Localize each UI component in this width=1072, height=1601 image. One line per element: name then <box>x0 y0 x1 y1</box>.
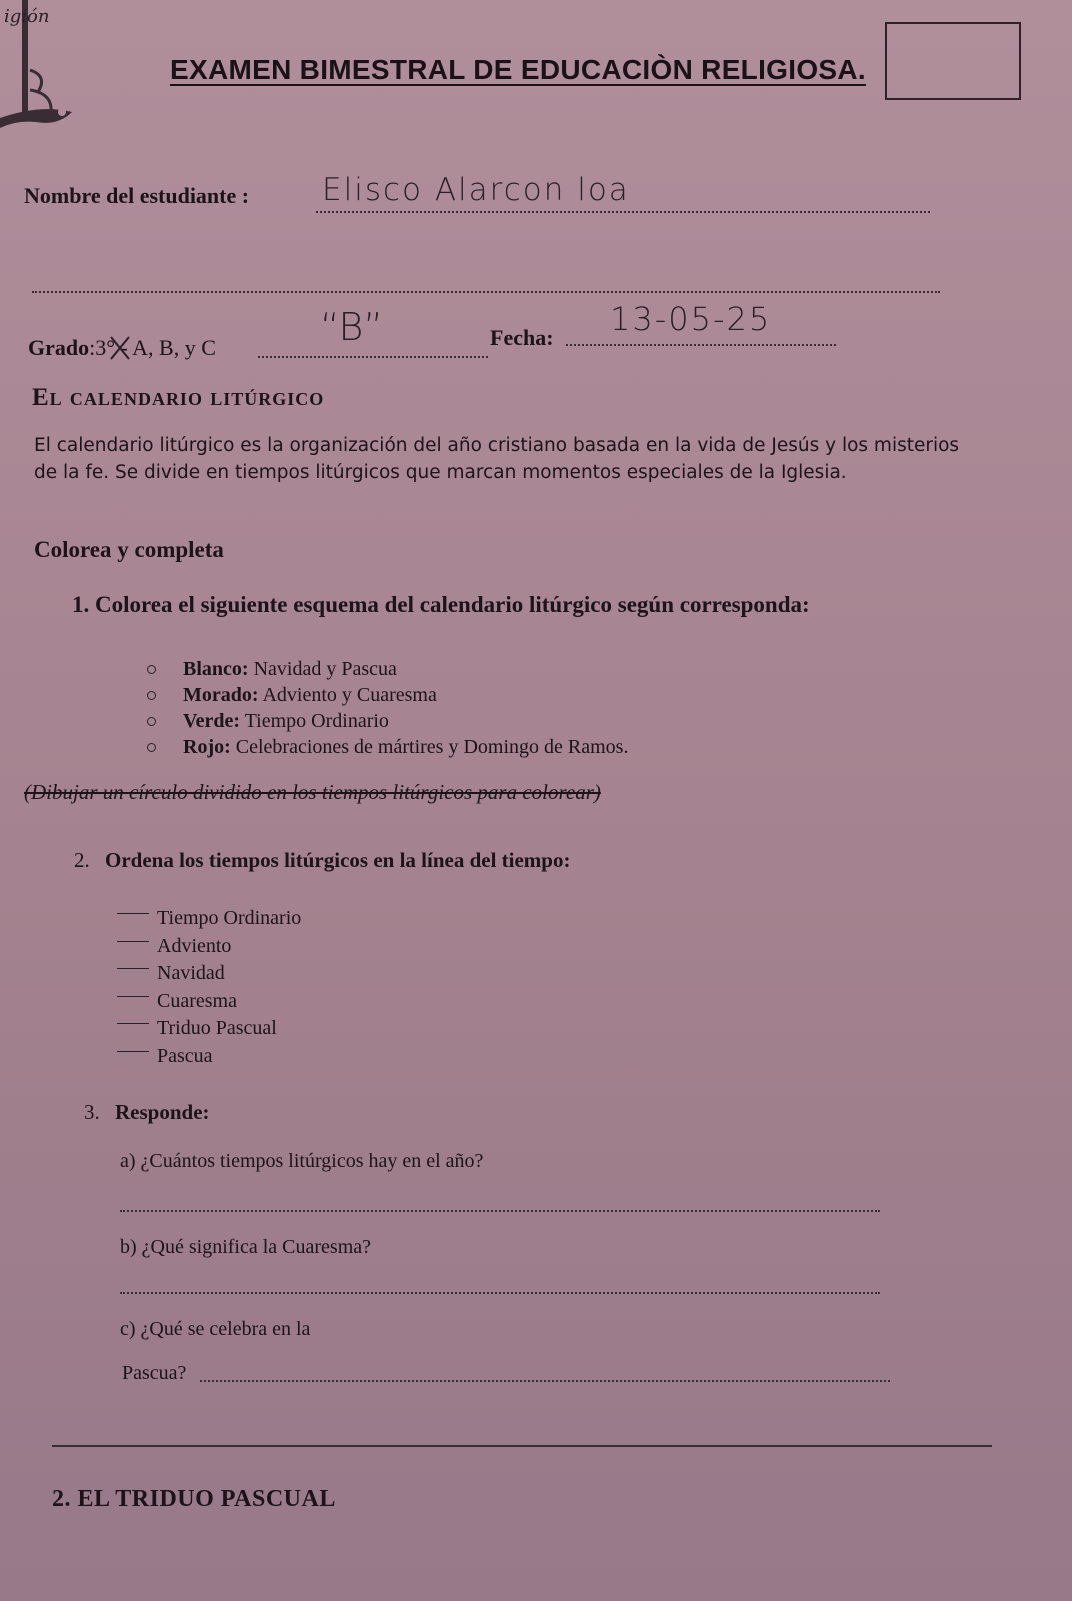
answer-blank[interactable] <box>117 941 149 942</box>
color-desc: Navidad y Pascua <box>253 658 397 680</box>
answer-line-a[interactable] <box>120 1210 880 1212</box>
order-item-label: Triduo Pascual <box>157 1017 277 1039</box>
answer-blank[interactable] <box>117 913 149 914</box>
question-3-number: 3. <box>84 1100 100 1124</box>
answer-line-c[interactable] <box>200 1380 890 1382</box>
exam-title: EXAMEN BIMESTRAL DE EDUCACIÒN RELIGIOSA. <box>170 54 866 85</box>
section-2-heading: 2. EL TRIDUO PASCUAL <box>52 1486 336 1512</box>
score-box <box>885 22 1021 100</box>
color-list <box>145 656 628 760</box>
list-item <box>117 1015 301 1043</box>
question-3-text: Responde: <box>115 1100 210 1124</box>
question-2 <box>74 848 570 873</box>
question-3 <box>84 1100 210 1125</box>
date-line <box>566 344 836 346</box>
list-item <box>145 708 628 734</box>
list-item <box>117 1043 301 1071</box>
question-2-number: 2. <box>74 848 90 872</box>
answer-blank[interactable] <box>117 1051 149 1052</box>
answer-blank[interactable] <box>117 968 149 969</box>
question-2-text: Ordena los tiempos litúrgicos en la línea del tiempo: <box>105 848 571 872</box>
color-name: Morado: <box>183 684 259 706</box>
question-3c: c) ¿Qué se celebra en la <box>120 1318 311 1340</box>
name-line <box>316 211 930 213</box>
grade-label: Grado <box>28 335 90 360</box>
order-item-label: Navidad <box>157 962 225 984</box>
instruction-note: (Dibujar un círculo dividido en los tiempos litúrgicos para colorear) <box>24 780 601 804</box>
date-handwritten: 13-05-25 <box>610 300 772 338</box>
subheading: Colorea y completa <box>34 537 224 562</box>
intro-paragraph: El calendario litúrgico es la organización del año cristiano basada en la vida de Jesús y los misterios de la fe. Se divide en tiempos litúrgicos que marcan momentos especiales de la Iglesia. <box>34 435 960 483</box>
date-label: Fecha: <box>490 325 554 350</box>
name-label: Nombre del estudiante : <box>24 183 250 208</box>
order-item-label: Pascua <box>157 1044 213 1067</box>
answer-blank[interactable] <box>117 996 149 997</box>
list-item <box>117 933 301 961</box>
list-item <box>145 734 628 760</box>
color-desc: Tiempo Ordinario <box>244 710 389 732</box>
color-name: Verde: <box>183 710 241 732</box>
cross-mark-icon <box>108 334 132 362</box>
color-name: Rojo: <box>183 736 231 758</box>
corner-text: igión <box>4 6 50 27</box>
grade-options: :3° - A, B, y C <box>89 335 216 360</box>
question-3b: b) ¿Qué significa la Cuaresma? <box>120 1236 372 1258</box>
question-1 <box>72 588 852 622</box>
color-desc: Adviento y Cuaresma <box>262 684 437 706</box>
order-list <box>117 905 301 1070</box>
grade-line <box>258 356 488 358</box>
list-item <box>117 960 301 988</box>
answer-line-b[interactable] <box>120 1292 880 1294</box>
list-item <box>117 905 301 933</box>
name-line-2 <box>32 291 940 293</box>
question-3a: a) ¿Cuántos tiempos litúrgicos hay en el año? <box>120 1150 484 1172</box>
name-handwritten: Elisco Alarcon loa <box>322 172 630 208</box>
list-item <box>117 988 301 1016</box>
order-item-label: Adviento <box>157 934 232 957</box>
grade-handwritten: “B” <box>320 305 384 349</box>
color-name: Blanco: <box>183 658 249 680</box>
list-item <box>145 682 628 708</box>
answer-blank[interactable] <box>117 1023 149 1024</box>
order-item-label: Tiempo Ordinario <box>157 907 302 929</box>
question-1-text: 1. Colorea el siguiente esquema del calendario litúrgico según corresponda: <box>72 592 810 617</box>
divider <box>52 1445 992 1447</box>
question-3c-cont: Pascua? <box>122 1362 187 1384</box>
list-item <box>145 656 628 682</box>
section-heading: El calendario litúrgico <box>32 384 325 411</box>
order-item-label: Cuaresma <box>157 989 237 1012</box>
color-desc: Celebraciones de mártires y Domingo de Ramos. <box>235 736 629 758</box>
